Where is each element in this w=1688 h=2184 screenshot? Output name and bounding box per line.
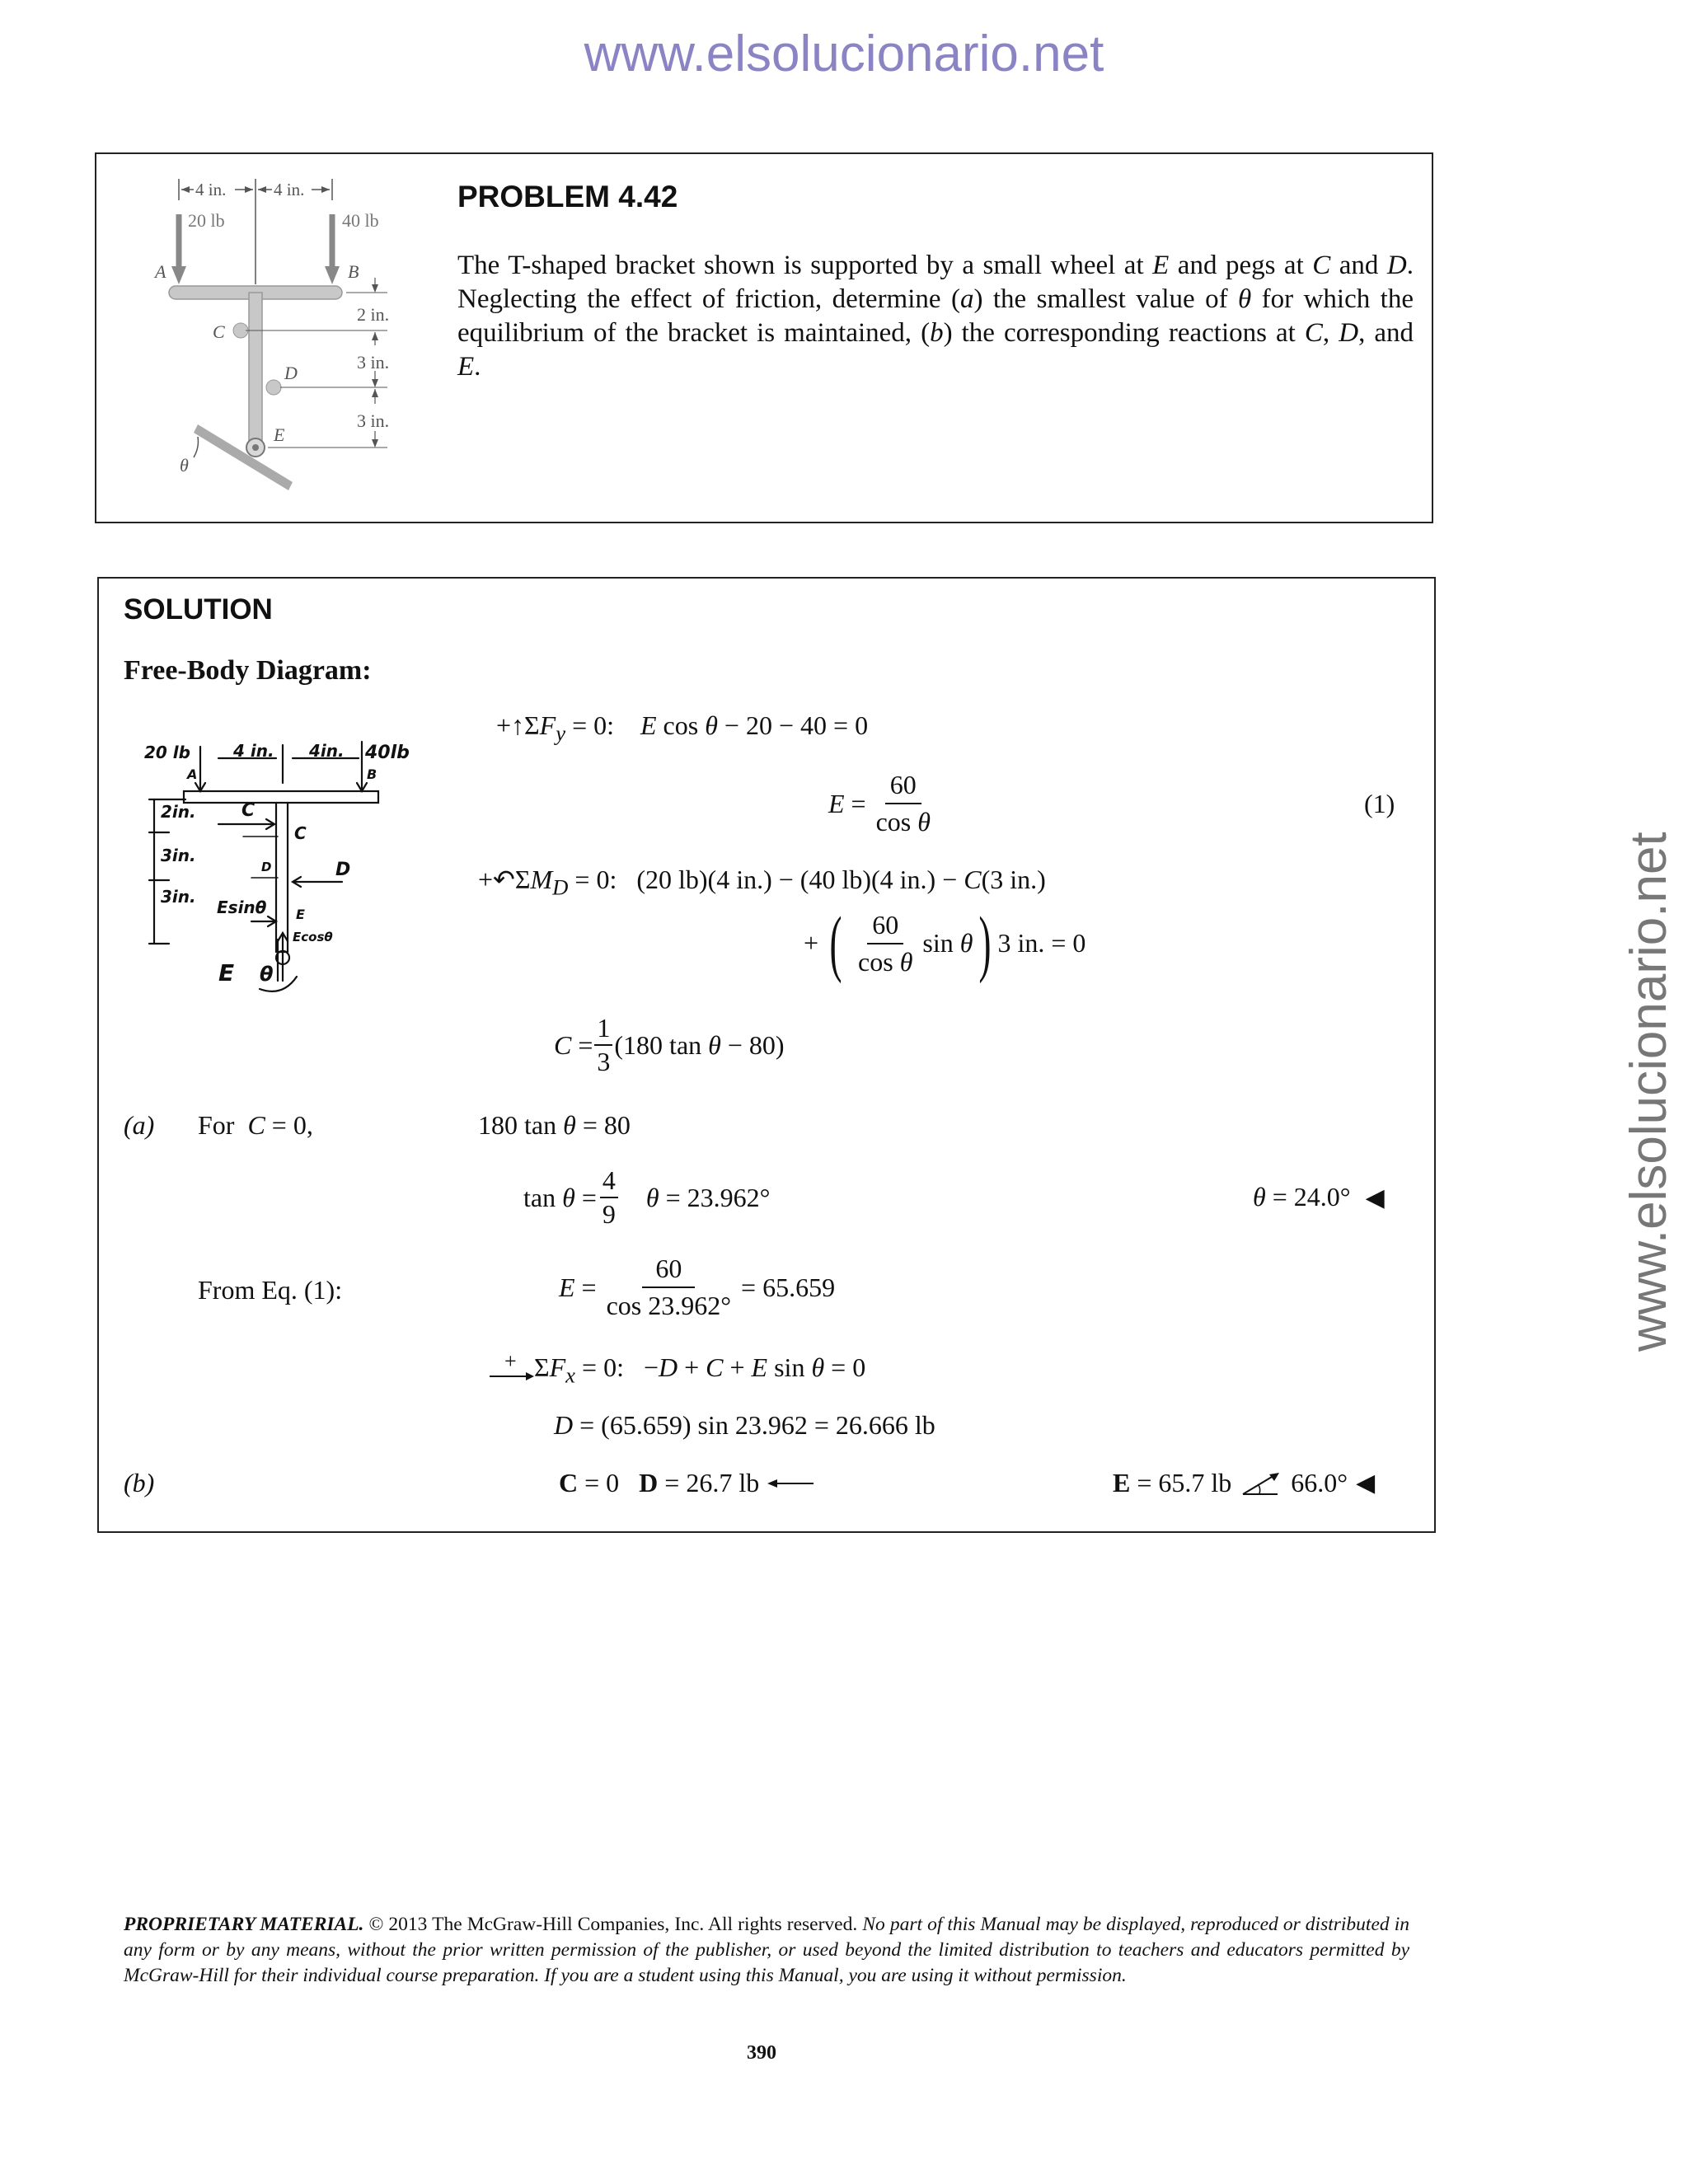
fbd-point-a: A <box>187 766 198 782</box>
eq-d-value-text: D = (65.659) sin 23.962 = 26.666 lb <box>554 1410 935 1440</box>
paren-close: ) <box>978 902 992 984</box>
eq-e-numerator: 60 <box>885 771 921 804</box>
fbd-d-arrow-label: D <box>335 860 351 880</box>
eq-tan-fraction <box>600 1166 618 1229</box>
eq-md-sin: sin θ <box>922 928 973 958</box>
part-b-label <box>124 1469 154 1497</box>
answer-e <box>1113 1469 1375 1497</box>
eq-tan-rhs: θ = 23.962° <box>645 1182 771 1212</box>
eq-e-numeric-numerator: 60 <box>642 1254 695 1288</box>
eq-e-numeric-lhs: E = <box>559 1272 597 1302</box>
eq-d-value <box>554 1411 935 1440</box>
fbd-dim-3in-1: 3in. <box>161 846 196 865</box>
eq-md-continued <box>804 902 1086 984</box>
eq-180-tan <box>478 1111 631 1140</box>
fbd-e-big: E <box>218 959 235 987</box>
footer-notice <box>124 1912 1409 1989</box>
answer-e-text: E = 65.7 lb <box>1113 1468 1232 1497</box>
problem-statement-text: The T-shaped bracket shown is supported by a small wheel at E and pegs at C and D. Neglecting the effect of friction, determine (a) the smallest value of θ for which the equilibrium of the bracket is maintained, (b) the corresponding reactions at C, D, and E. <box>457 251 1414 382</box>
fbd-point-b: B <box>367 766 377 782</box>
eq-md-denominator: cos θ <box>858 947 913 977</box>
fig-theta: θ <box>180 455 189 476</box>
free-body-diagram <box>136 733 433 1005</box>
problem-statement <box>457 249 1414 384</box>
fig-point-b: B <box>348 261 359 282</box>
eq-sum-md <box>478 865 1046 900</box>
eq-e-numeric-denominator: cos 23.962° <box>606 1291 732 1321</box>
eq-sum-fx-text: $\Sigma F_x = 0$: −D + C + E sin θ = 0 <box>534 1352 866 1388</box>
eq-e-fraction <box>871 771 935 837</box>
fbd-dim-4in-right: 4in. <box>309 741 345 761</box>
eq-c-fraction <box>594 1014 612 1076</box>
eq-e-formula <box>828 771 940 837</box>
fbd-load-40lb: 40lb <box>365 743 410 763</box>
footer-notice-text: PROPRIETARY MATERIAL. © 2013 The McGraw-Hill Companies, Inc. All rights reserved. No part of this Manual may be displayed, reproduced or distributed in any form or by any means, without the prior written permission of the publisher, or used beyond the limited distribution to teachers and educators permitted by McGraw-Hill for their individual course preparation. If you are a student using this Manual, you are using it without permission. <box>124 1914 1409 1986</box>
eq-sum-fy <box>496 711 868 746</box>
eq-tan-denominator: 9 <box>602 1199 616 1230</box>
eq-e-numeric <box>559 1254 835 1320</box>
eq-md-plus: + <box>804 928 819 958</box>
eq-180-tan-text: 180 tan θ = 80 <box>478 1110 631 1140</box>
incline-angle-arrow-icon <box>1240 1469 1282 1497</box>
eq-c-denominator: 3 <box>597 1047 611 1077</box>
fig-load-40lb: 40 lb <box>342 210 379 231</box>
answer-theta-text: θ = 24.0° <box>1253 1182 1351 1212</box>
for-c-zero-text: For C = 0, <box>198 1110 313 1140</box>
answer-c-d-text: C = 0 D = 26.7 lb <box>559 1468 760 1497</box>
fbd-ecos: Ecosθ <box>293 930 333 944</box>
eq-md-fraction <box>853 911 917 977</box>
fig-dim-3in-1: 3 in. <box>357 352 390 373</box>
fig-dim-2in: 2 in. <box>357 304 390 325</box>
end-marker-icon: ◀ <box>1356 1469 1376 1498</box>
fbd-d-small: D <box>261 860 272 874</box>
fbd-c-side-label: C <box>294 823 307 843</box>
answer-theta <box>1253 1183 1385 1212</box>
eq-tan-lhs: tan θ = <box>523 1182 597 1212</box>
eq-c-formula <box>554 1014 785 1076</box>
fbd-c-arrow-label: C <box>241 800 256 821</box>
fbd-dim-2in: 2in. <box>161 802 196 822</box>
fig-point-a: A <box>155 261 166 282</box>
eq-tan-theta <box>523 1166 770 1229</box>
part-b-text: (b) <box>124 1468 155 1497</box>
page-number: 390 <box>747 2042 776 2064</box>
eq-sum-fy-text: $+↑\Sigma F_y = 0$: E cos θ − 20 − 40 = 0 <box>496 710 869 746</box>
fbd-label: Free-Body Diagram: <box>124 655 372 686</box>
eq-e-denominator: cos θ <box>875 807 931 837</box>
eq-md-tail: 3 in. = 0 <box>997 928 1086 958</box>
problem-figure <box>132 169 429 499</box>
fig-dim-4in-left: 4 in. <box>195 180 227 199</box>
solution-heading: SOLUTION <box>124 593 273 626</box>
eq-tan-numerator: 4 <box>600 1166 618 1198</box>
plus-right-arrow-icon <box>488 1352 537 1385</box>
eq-sum-fx <box>534 1353 865 1388</box>
fig-load-20lb: 20 lb <box>188 210 225 231</box>
problem-title: PROBLEM 4.42 <box>457 180 678 213</box>
from-eq-1: From Eq. (1): <box>198 1275 343 1305</box>
fbd-load-20lb: 20 lb <box>144 743 190 762</box>
fbd-dim-3in-2: 3in. <box>161 887 196 907</box>
part-a-text: (a) <box>124 1110 155 1140</box>
fig-point-c: C <box>213 321 225 342</box>
eq-number-1: (1) <box>1364 789 1395 818</box>
answer-e-angle: 66.0° <box>1291 1468 1348 1497</box>
fig-point-d: D <box>284 363 298 383</box>
fig-dim-4in-right: 4 in. <box>274 180 305 199</box>
answer-c-d <box>559 1469 815 1497</box>
watermark-side: www.elsolucionario.net <box>1620 832 1677 1352</box>
eq-c-numerator: 1 <box>594 1014 612 1046</box>
eq-e-numeric-rhs: = 65.659 <box>741 1272 836 1302</box>
fig-dim-3in-2: 3 in. <box>357 410 390 431</box>
fig-point-e: E <box>274 424 285 445</box>
eq-e-numeric-fraction <box>602 1254 736 1320</box>
end-marker-icon: ◀ <box>1365 1183 1385 1212</box>
eq-sum-md-text: $+↶\Sigma M_D = 0$: (20 lb)(4 in.) − (40 lb)(4 in.) − C(3 in.) <box>478 865 1046 900</box>
paren-open: ( <box>829 902 842 984</box>
part-a-label <box>124 1111 154 1140</box>
eq-md-numerator: 60 <box>867 911 903 944</box>
fbd-theta: θ <box>260 963 274 986</box>
eq-e-lhs: E = <box>828 788 866 818</box>
eq-c-rhs: (180 tan θ − 80) <box>614 1029 785 1060</box>
eq-c-lhs: C = <box>554 1029 593 1060</box>
fbd-esin: Esinθ <box>217 898 267 917</box>
fbd-e-small: E <box>296 907 305 922</box>
fbd-dim-4in-left: 4 in. <box>233 741 274 761</box>
watermark-top: www.elsolucionario.net <box>584 26 1104 82</box>
left-arrow-icon <box>766 1475 815 1492</box>
for-c-zero <box>198 1111 313 1140</box>
svg-text:+: + <box>504 1352 517 1373</box>
